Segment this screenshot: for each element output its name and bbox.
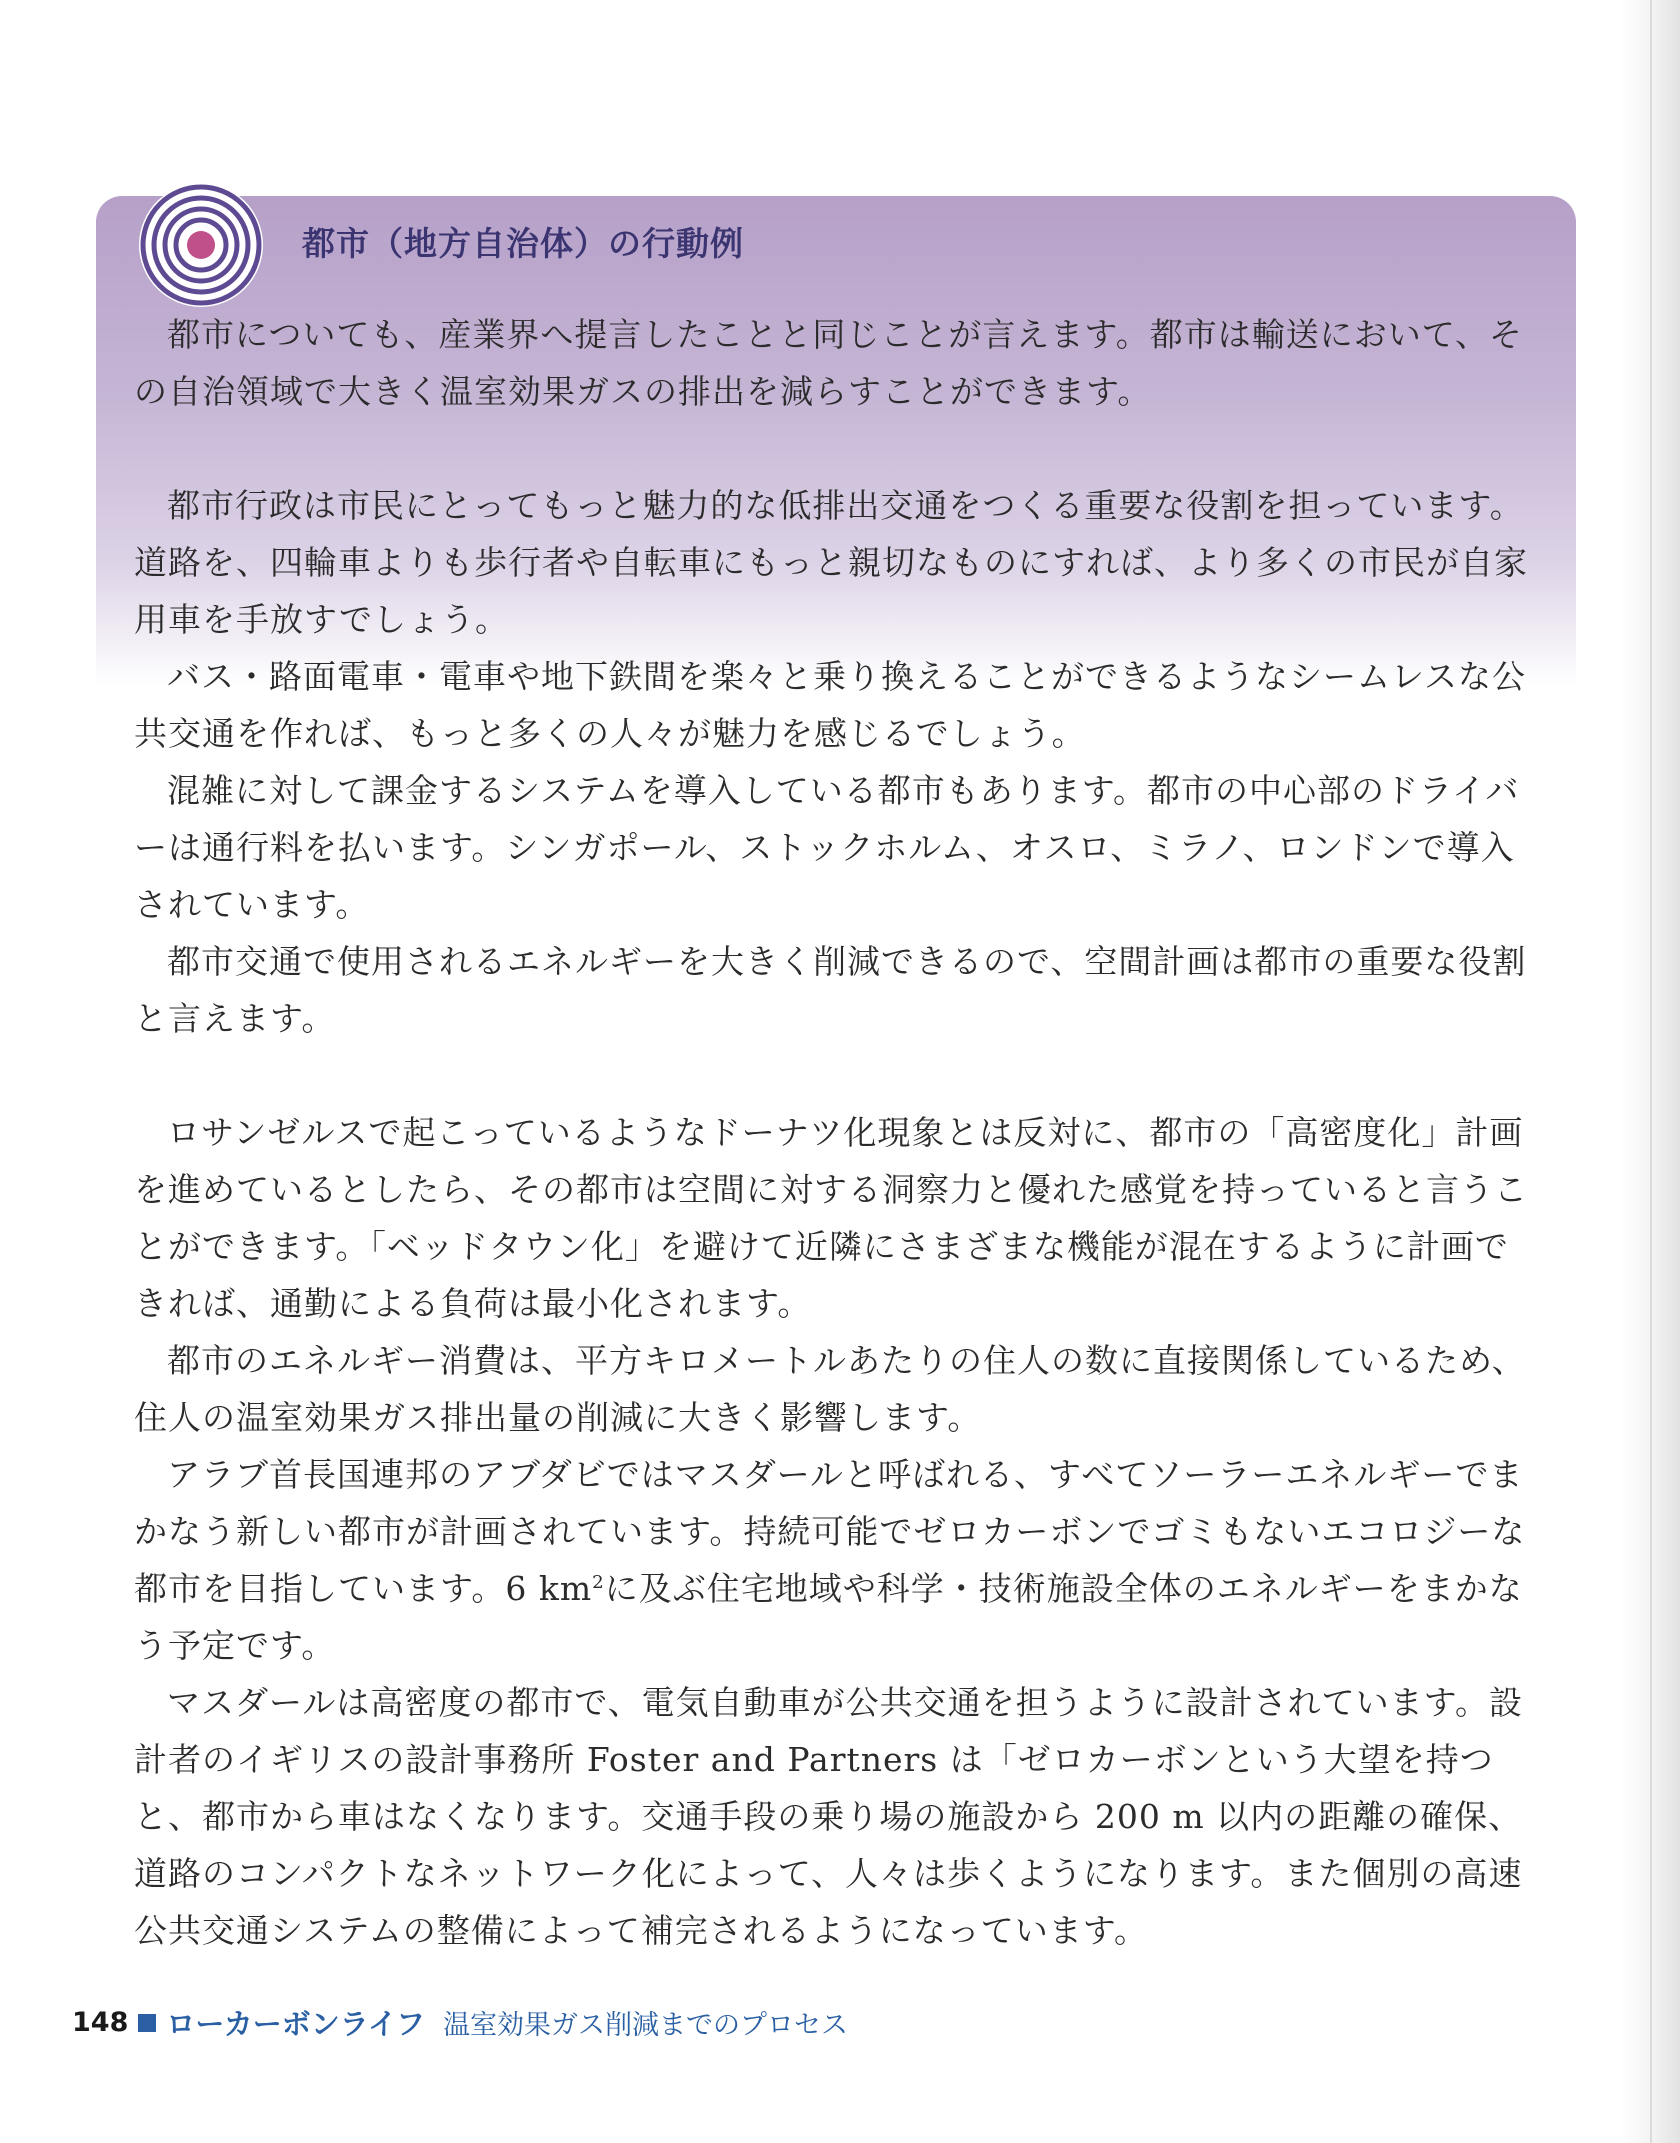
paragraph: ロサンゼルスで起こっているようなドーナツ化現象とは反対に、都市の「高密度化」計画を進めているとしたら、その都市は空間に対する洞察力と優れた感覚を持っていると言うことができます。「ベッドタウン化」を避けて近隣にさまざまな機能が混在するように計画できれば、通勤による負荷は最小化されます。: [134, 1113, 1528, 1323]
concentric-target-icon: [136, 180, 266, 310]
book-subtitle: 温室効果ガス削減までのプロセス: [443, 2010, 849, 2041]
square-bullet-icon: [138, 2014, 156, 2032]
paragraph: 都市についても、産業界へ提言したことと同じことが言えます。都市は輸送において、その自治領域で大きく温室効果ガスの排出を減らすことができます。: [134, 315, 1524, 411]
paragraph: マスダールは高密度の都市で、電気自動車が公共交通を担うように設計されています。設計者のイギリスの設計事務所 Foster and Partners は「ゼロカーボンという大望を持つと、都市から車はなくなります。交通手段の乗り場の施設から 200 m 以内の距離の確保、道路のコンパクトなネットワーク化によって、人々は歩くようになります。また個別の高速公共交通システムの整備によって補完されるようになっています。: [134, 1683, 1524, 1950]
paragraph-text: アラブ首長国連邦のアブダビではマスダールと呼ばれる、すべてソーラーエネルギーでまかなう新しい都市が計画されています。持続可能でゼロカーボンでゴミもないエコロジーな都市を目指しています。6 km: [134, 1455, 1526, 1608]
paragraph: バス・路面電車・電車や地下鉄間を楽々と乗り換えることができるようなシームレスな公共交通を作れば、もっと多くの人々が魅力を感じるでしょう。: [134, 657, 1527, 753]
section-title: 都市（地方自治体）の行動例: [302, 224, 744, 263]
book-title: ローカーボンライフ: [166, 2007, 426, 2041]
paragraph: 都市行政は市民にとってもっと魅力的な低排出交通をつくる重要な役割を担っています。道路を、四輪車よりも歩行者や自転車にもっと親切なものにすれば、より多くの市民が自家用車を手放すでしょう。: [134, 486, 1528, 639]
paragraph-text: に及ぶ住宅地域や科学・技術施設全体のエネルギーをまかなう予定です。: [134, 1569, 1523, 1665]
page-edge-line: [1650, 0, 1652, 2143]
superscript: 2: [592, 1572, 605, 1593]
paragraph: [134, 1446, 1534, 1674]
body-text: [134, 306, 1534, 1959]
page-number: 148: [72, 2007, 129, 2038]
paragraph: 混雑に対して課金するシステムを導入している都市もあります。都市の中心部のドライバーは通行料を払います。シンガポール、ストックホルム、オスロ、ミラノ、ロンドンで導入されています。: [134, 771, 1520, 924]
paragraph: 都市のエネルギー消費は、平方キロメートルあたりの住人の数に直接関係しているため、住人の温室効果ガス排出量の削減に大きく影響します。: [134, 1341, 1526, 1437]
page-footer: [72, 2002, 848, 2043]
paragraph: 都市交通で使用されるエネルギーを大きく削減できるので、空間計画は都市の重要な役割と言えます。: [134, 942, 1527, 1038]
